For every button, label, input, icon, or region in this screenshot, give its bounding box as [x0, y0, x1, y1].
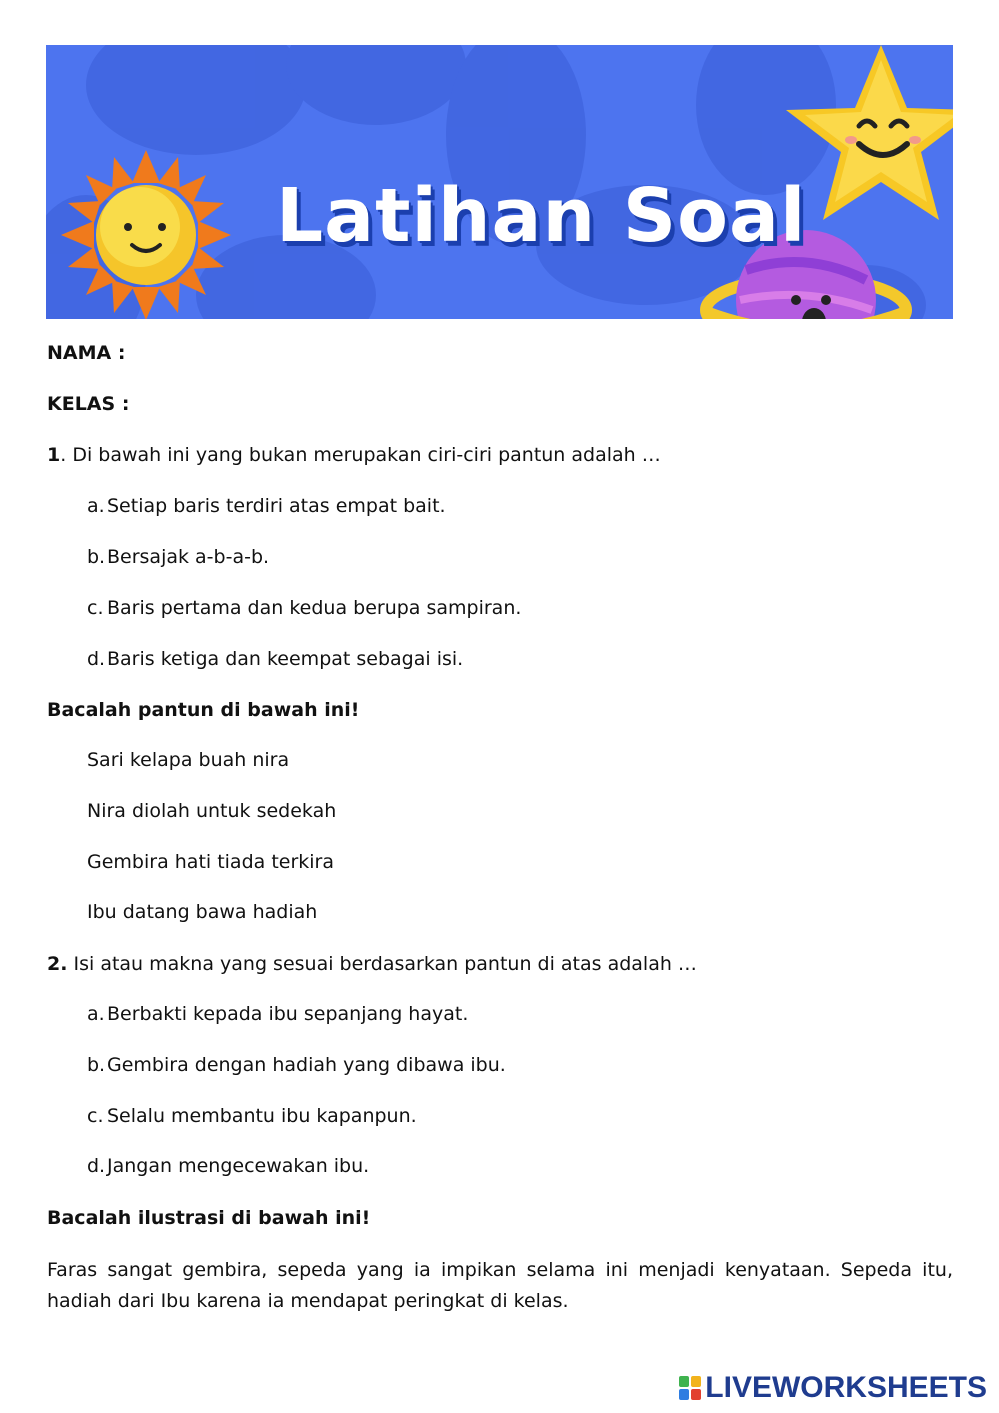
option-text: Bersajak a-b-a-b.	[107, 546, 270, 568]
option-text: Baris ketiga dan keempat sebagai isi.	[107, 648, 464, 670]
brand-text: LIVEWORKSHEETS	[705, 1371, 987, 1404]
liveworksheets-brand[interactable]	[679, 1370, 987, 1406]
option-letter: a.	[87, 495, 105, 517]
option-text: Baris pertama dan kedua berupa sampiran.	[107, 597, 522, 619]
header-banner	[46, 45, 953, 319]
question-2-number: 2.	[47, 953, 68, 975]
ilustrasi-instruction: Bacalah ilustrasi di bawah ini!	[47, 1207, 371, 1229]
pantun-line-2: Nira diolah untuk sedekah	[87, 800, 337, 822]
question-2-option-c[interactable]	[87, 1104, 417, 1128]
question-1-text: . Di bawah ini yang bukan merupakan ciri-ciri pantun adalah …	[60, 444, 661, 466]
question-1-option-a[interactable]	[87, 494, 446, 518]
question-2-option-d[interactable]	[87, 1154, 369, 1178]
question-1-option-c[interactable]	[87, 596, 521, 620]
question-1	[47, 443, 661, 467]
option-letter: a.	[87, 1003, 105, 1025]
option-text: Berbakti kepada ibu sepanjang hayat.	[107, 1003, 469, 1025]
option-letter: c.	[87, 1105, 104, 1127]
question-1-option-d[interactable]	[87, 647, 463, 671]
nama-label: NAMA :	[47, 342, 126, 364]
banner-title: Latihan Soal	[276, 173, 807, 259]
question-1-option-b[interactable]	[87, 545, 269, 569]
option-letter: b.	[87, 1054, 106, 1076]
liveworksheets-logo-icon	[679, 1376, 701, 1400]
option-text: Setiap baris terdiri atas empat bait.	[107, 495, 446, 517]
option-text: Selalu membantu ibu kapanpun.	[107, 1105, 417, 1127]
pantun-line-1: Sari kelapa buah nira	[87, 749, 290, 771]
pantun-instruction: Bacalah pantun di bawah ini!	[47, 699, 360, 721]
question-2-text: Isi atau makna yang sesuai berdasarkan pantun di atas adalah …	[67, 953, 697, 975]
ilustrasi-paragraph: Faras sangat gembira, sepeda yang ia impikan selama ini menjadi kenyataan. Sepeda itu, hadiah dari Ibu karena ia mendapat peringkat di kelas.	[47, 1259, 953, 1312]
option-text: Gembira dengan hadiah yang dibawa ibu.	[107, 1054, 506, 1076]
pantun-line-4: Ibu datang bawa hadiah	[87, 901, 318, 923]
option-letter: d.	[87, 1155, 106, 1177]
kelas-label: KELAS :	[47, 393, 130, 415]
question-1-number: 1	[47, 444, 61, 466]
option-text: Jangan mengecewakan ibu.	[107, 1155, 370, 1177]
option-letter: d.	[87, 648, 106, 670]
pantun-line-3: Gembira hati tiada terkira	[87, 851, 335, 873]
option-letter: c.	[87, 597, 104, 619]
question-2-option-a[interactable]	[87, 1002, 468, 1026]
question-2-option-b[interactable]	[87, 1053, 506, 1077]
option-letter: b.	[87, 546, 106, 568]
question-2	[47, 952, 697, 976]
